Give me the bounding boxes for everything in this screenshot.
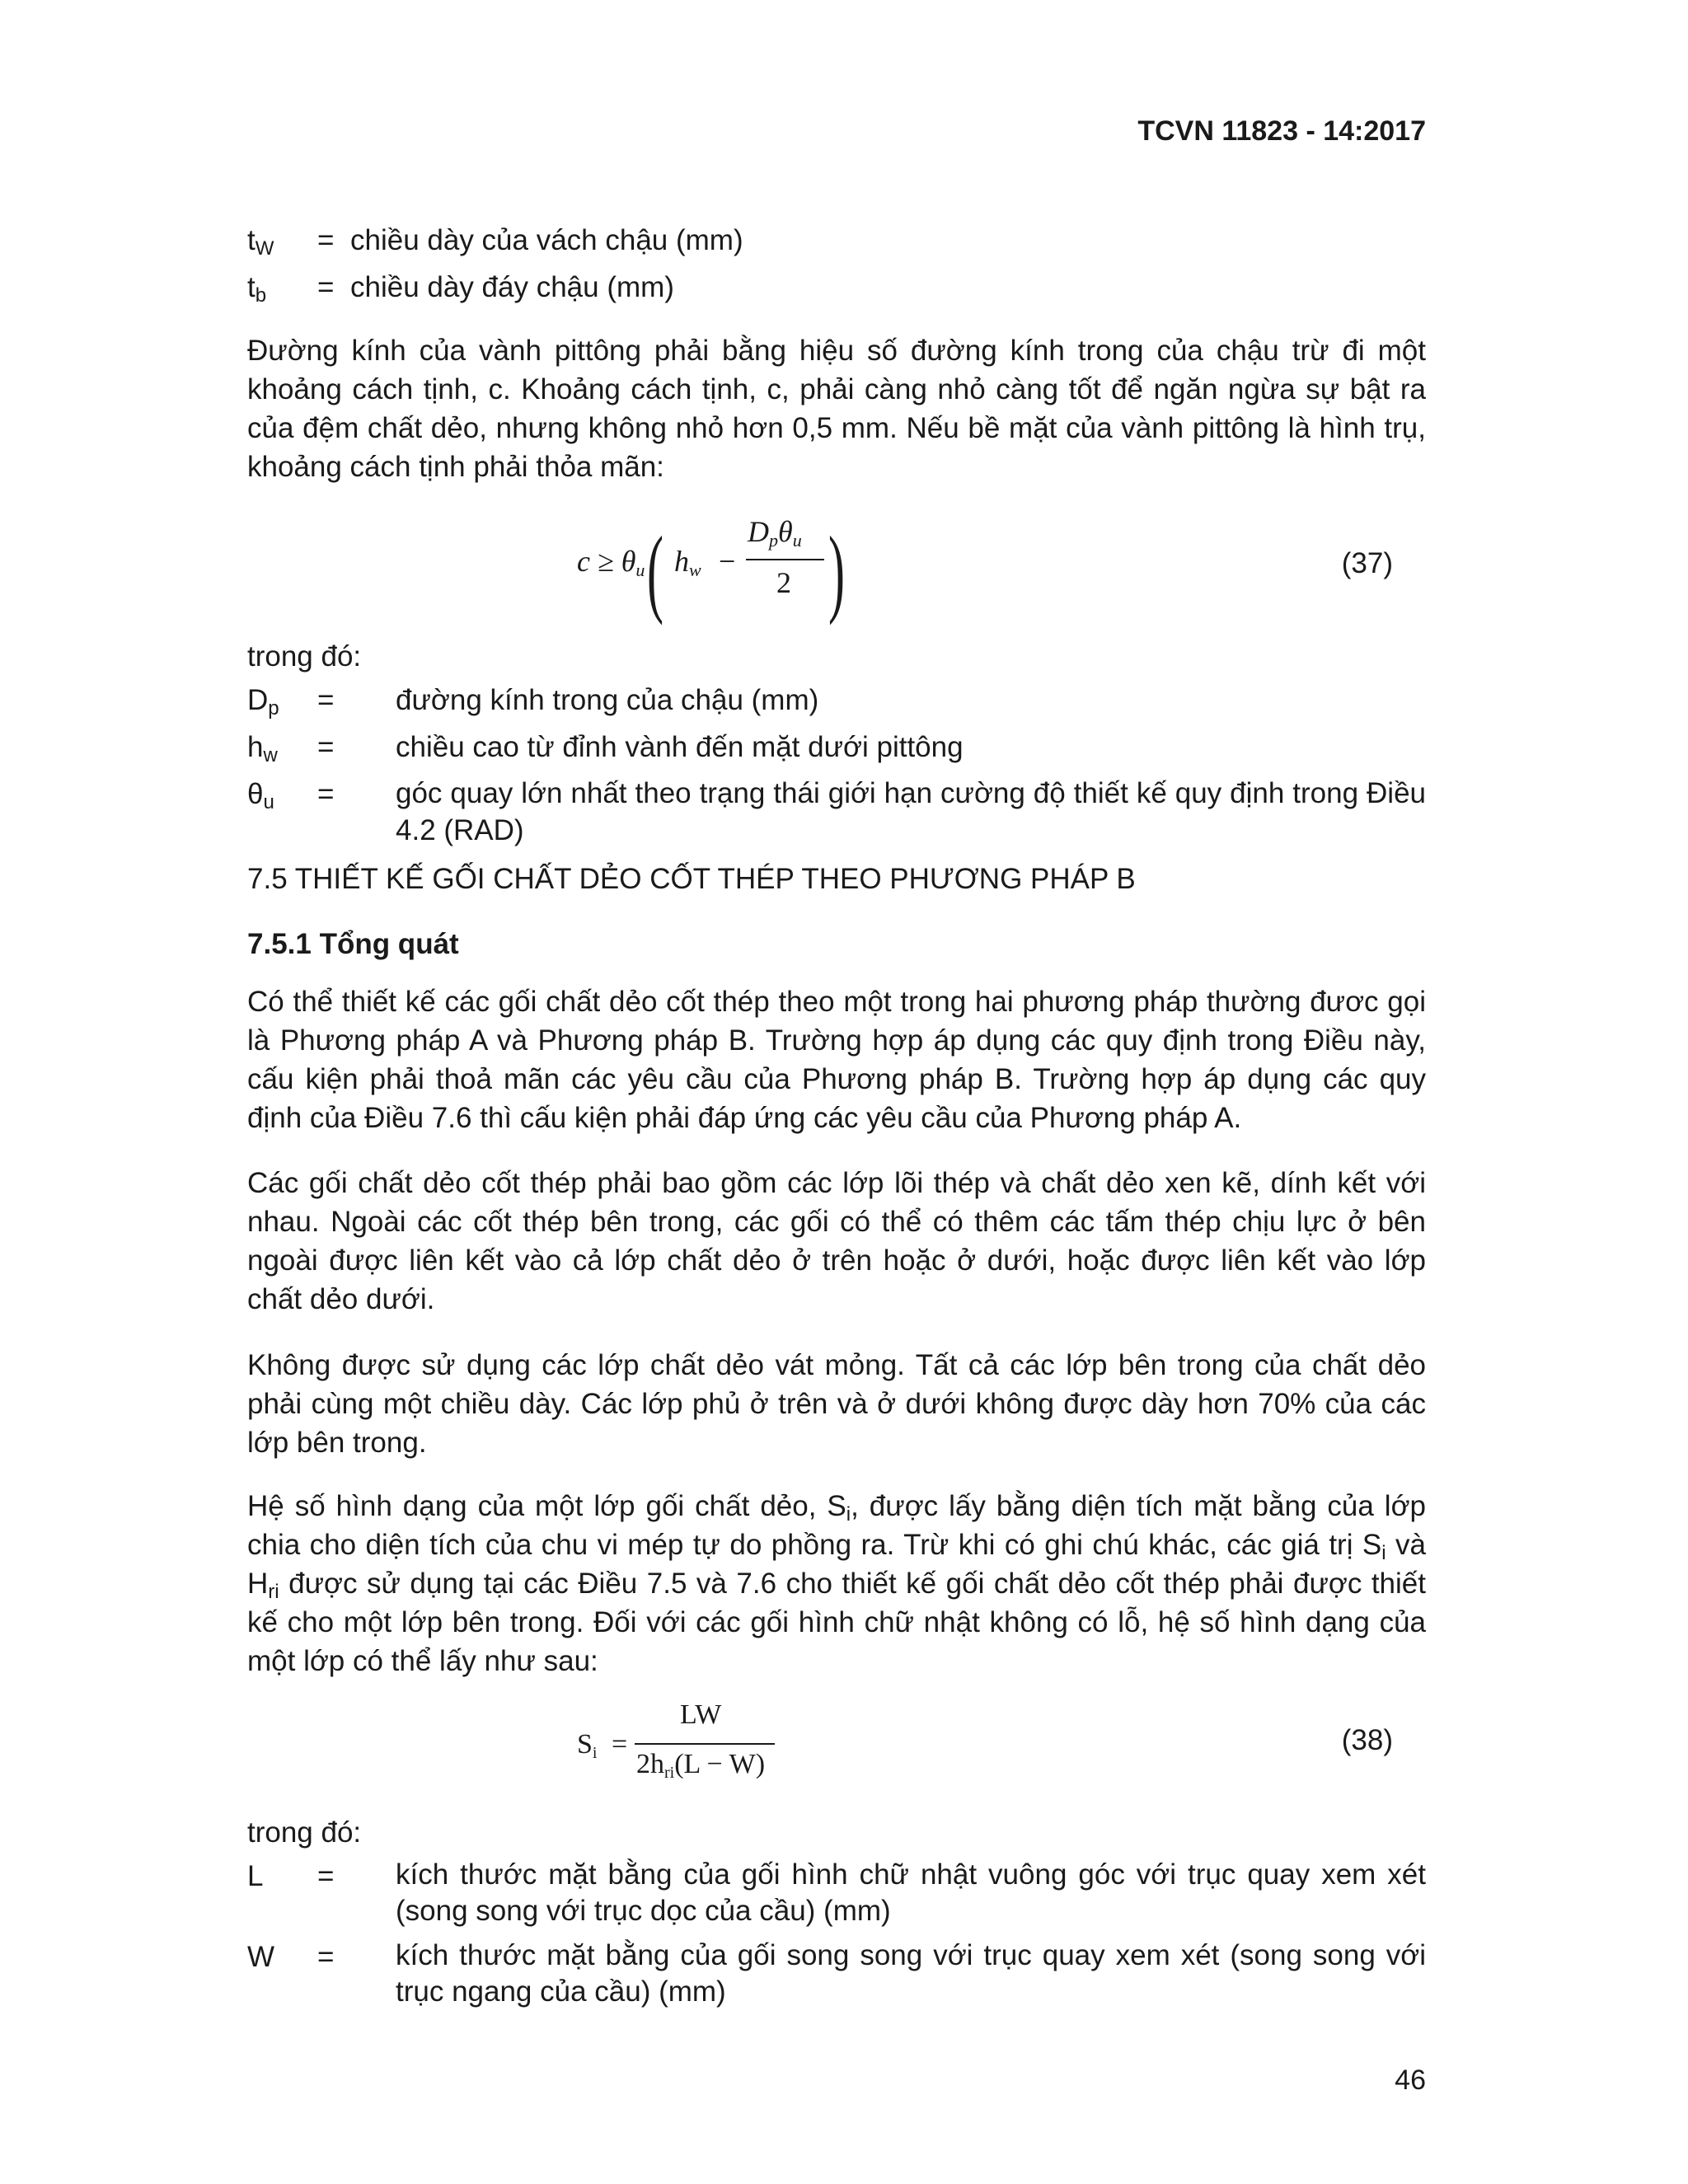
- right-paren: ): [828, 516, 845, 626]
- def-tb: $t_b$ = chiều dày đáy chậu (mm): [247, 271, 674, 307]
- where-label-2: trong đó:: [247, 1816, 362, 1849]
- section-heading-7-5: 7.5 THIẾT KẾ GỐI CHẤT DẺO CỐT THÉP THEO PHƯƠNG PHÁP B: [247, 863, 1136, 895]
- equation-37-number: (37): [1341, 547, 1393, 579]
- fraction-bar: [635, 1743, 775, 1745]
- definitions-2: [247, 1857, 1426, 2010]
- where-label-1: trong đó:: [247, 640, 362, 673]
- standard-header: TCVN 11823 - 14:2017: [1137, 115, 1426, 147]
- paragraph-layers: Các gối chất dẻo cốt thép phải bao gồm các lớp lõi thép và chất dẻo xen kẽ, dính kết với nhau. Ngoài các cốt thép bên trong, các gối có thể có thêm các tấm thép chịu lực ở bên ngoài được liên kết vào cả lớp chất dẻo ở trên hoặc ở dưới, hoặc được liên kết vào lớp chất dẻo dưới.: [247, 1167, 1426, 1315]
- equation-38: $S_i$ = LW $2h_{ri}(L - W)$: [577, 1706, 1071, 1788]
- paragraph-shape-factor: Hệ số hình dạng của một lớp gối chất dẻo, $S_i$, được lấy bằng diện tích mặt bằng của lớp chia cho diện tích của chu vi mép tự do phồng ra. Trừ khi có ghi chú khác, các giá trị $S_i$ và $H_{ri}$ được sử dụng tại các Điều 7.5 và 7.6 cho thiết kế gối chất dẻo cốt thép phải được thiết kế cho một lớp bên trong. Đối với các gối hình chữ nhật không có lỗ, hệ số hình dạng của một lớp có thể lấy như sau:: [247, 1490, 1426, 1677]
- paragraph-thin-layers: Không được sử dụng các lớp chất dẻo vát mỏng. Tất cả các lớp bên trong của chất dẻo phải cùng một chiều dày. Các lớp phủ ở trên và ở dưới không được dày hơn 70% của các lớp bên trong.: [247, 1349, 1426, 1459]
- def-dp: $D_p$ = đường kính trong của chậu (mm): [247, 684, 819, 719]
- def-W: W = kích thước mặt bằng của gối song song với trục quay xem xét (song song với trục ngang của cầu) (mm): [247, 1939, 1426, 2008]
- def-theta-u: $\theta_u$ = góc quay lớn nhất theo trạng thái giới hạn cường độ thiết kế quy định trong Điều 4.2 (RAD): [247, 777, 1426, 846]
- paragraph-clearance: Đường kính của vành pittông phải bằng hiệu số đường kính trong của chậu trừ đi một khoảng cách tịnh, c. Khoảng cách tịnh, c, phải càng nhỏ càng tốt để ngăn ngừa sự bật ra của đệm chất dẻo, nhưng không nhỏ hơn 0,5 mm. Nếu bề mặt của vành pittông là hình trụ, khoảng cách tịnh phải thỏa mãn:: [247, 335, 1426, 483]
- document-page: [247, 0, 1426, 2184]
- equation-38-number: (38): [1341, 1724, 1393, 1756]
- left-paren: (: [647, 516, 663, 626]
- paragraph-methods: Có thể thiết kế các gối chất dẻo cốt thép theo một trong hai phương pháp thường đươc gọi là Phương pháp A và Phương pháp B. Trường hợp áp dụng các quy định trong Điều này, cấu kiện phải thoả mãn các yêu cầu của Phương pháp B. Trường hợp áp dụng các quy định của Điều 7.6 thì cấu kiện phải đáp ứng các yêu cầu của Phương pháp A.: [247, 986, 1426, 1134]
- def-hw: $h_w$ = chiều cao từ đỉnh vành đến mặt dưới pittông: [247, 731, 964, 766]
- equation-37: $c \ge \theta_u$ ( $h_w$ − $D_p\theta_u$ 2 ): [577, 519, 1154, 610]
- def-L: L = kích thước mặt bằng của gối hình chữ nhật vuông góc với trục quay xem xét (song song với trục dọc của cầu) (mm): [247, 1858, 1426, 1927]
- top-definitions: [247, 221, 1426, 307]
- definitions-1: [247, 681, 1426, 849]
- section-heading-7-5-1: 7.5.1 Tổng quát: [247, 928, 459, 960]
- page-number: 46: [1395, 2064, 1426, 2096]
- def-tw: $t_W$ = chiều dày của vách chậu (mm): [247, 224, 743, 260]
- fraction-bar: [746, 559, 824, 560]
